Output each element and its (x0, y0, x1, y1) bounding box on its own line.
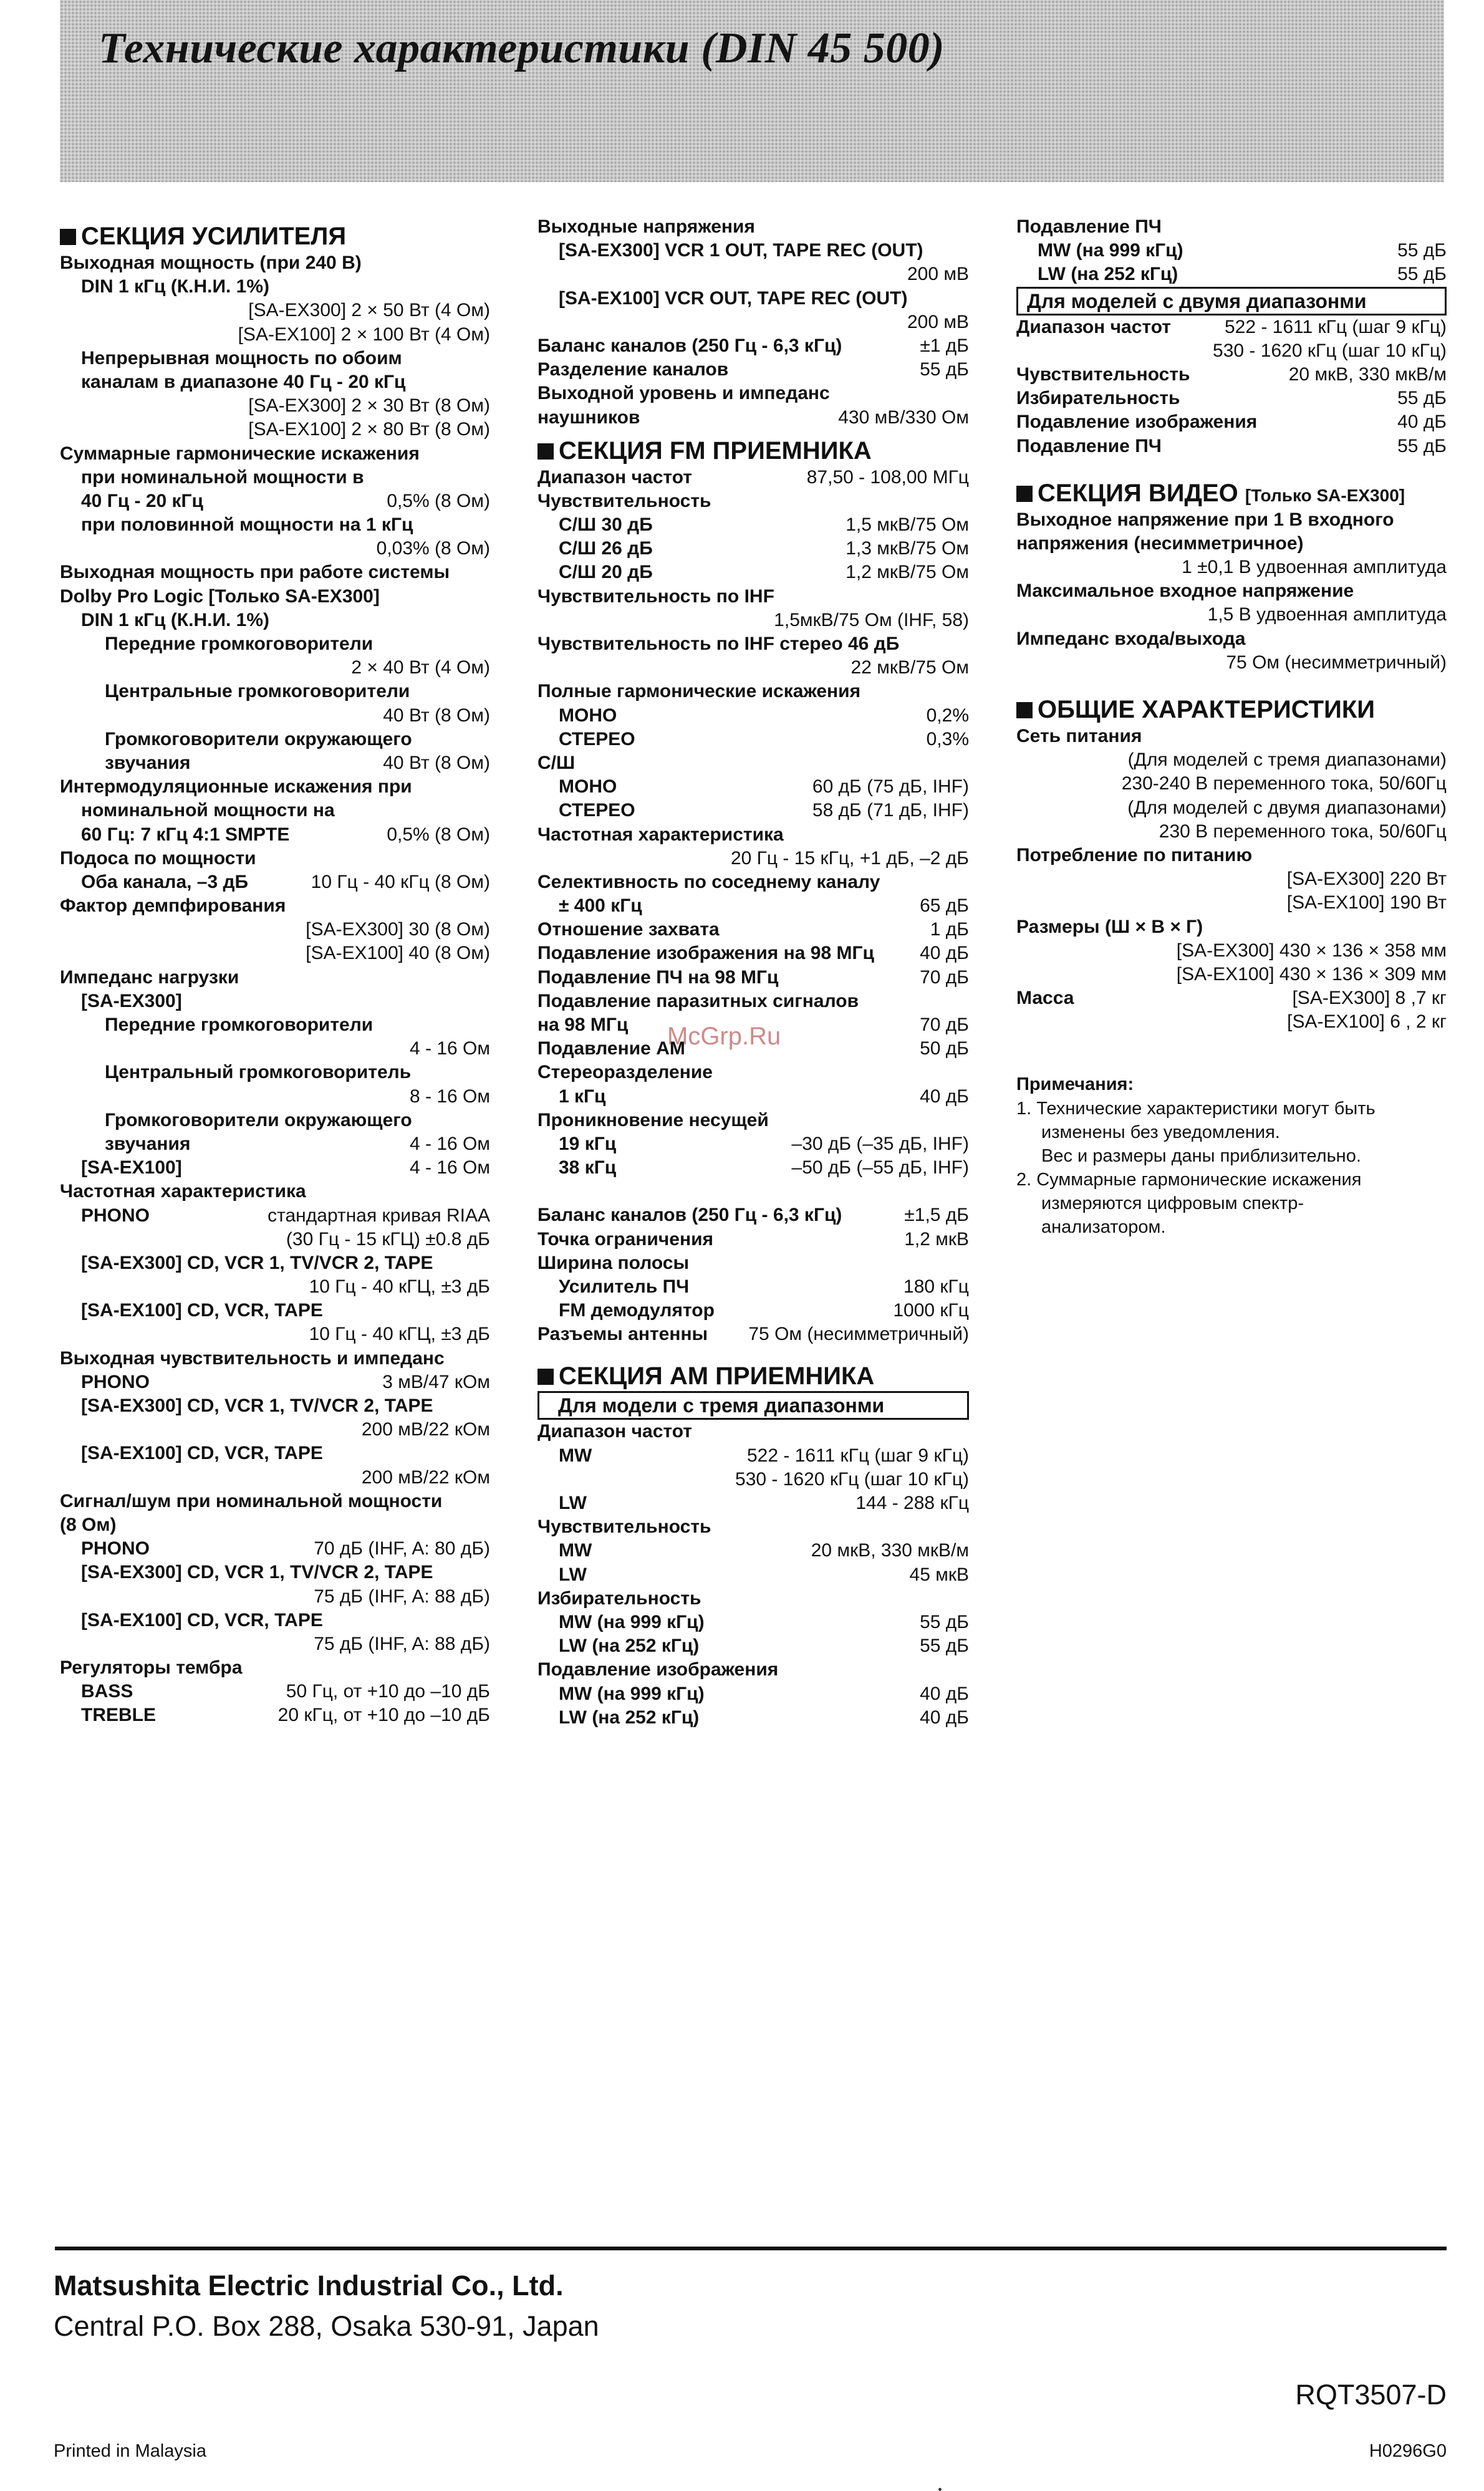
spec-value: 0,5% (8 Ом) (387, 490, 490, 511)
spec-label: на 98 МГц (537, 1014, 629, 1035)
watermark: McGrp.Ru (667, 1023, 781, 1050)
spec-label: Чувствительность по IHF (537, 585, 774, 607)
spec-label: Импеданс входа/выхода (1016, 628, 1246, 649)
spec-row (1016, 263, 1447, 286)
section-heading-fm (537, 436, 969, 466)
spec-label: LW (на 252 кГц) (1038, 264, 1178, 285)
spec-label: PHONO (81, 1371, 150, 1392)
spec-label: Подавление AM (537, 1038, 685, 1059)
spec-value: 75 дБ (IHF, A: 88 дБ) (314, 1633, 490, 1654)
spec-value: 55 дБ (1397, 240, 1447, 261)
spec-row (537, 799, 969, 822)
spec-label: Диапазон частот (537, 1421, 692, 1442)
section-tag: [Только SA-EX300] (1245, 485, 1405, 505)
spec-label: ± 400 кГц (559, 895, 642, 917)
spec-label: Выходные напряжения (537, 216, 755, 237)
spec-label: MW (559, 1540, 592, 1561)
spec-value: –50 дБ (–55 дБ, IHF) (791, 1157, 969, 1178)
note-line: Вес и размеры даны приблизительно. (1041, 1145, 1361, 1166)
spec-row (537, 1299, 969, 1323)
spec-label: Выходная чувствительность и импеданс (60, 1347, 445, 1369)
spec-value: 8 - 16 Ом (409, 1086, 490, 1107)
spec-label: [SA-EX100] (81, 1157, 182, 1178)
section-heading-am (537, 1361, 969, 1391)
spec-label: Передние громкоговорители (105, 1014, 373, 1035)
spec-value: [SA-EX100] 430 × 136 × 309 мм (1176, 963, 1447, 985)
spec-value: 40 дБ (920, 1683, 969, 1704)
spec-row (537, 1563, 969, 1587)
spec-value: (Для моделей с тремя диапазонами) (1127, 749, 1447, 771)
spec-value: стандартная кривая RIAA (267, 1205, 490, 1226)
spec-label: Частотная характеристика (537, 824, 784, 845)
spec-label: Регуляторы тембра (60, 1657, 243, 1679)
spec-value: 55 дБ (920, 1611, 969, 1632)
company-name: Matsushita Electric Industrial Co., Ltd. (54, 2270, 564, 2301)
spec-label: Подавление ПЧ (1016, 435, 1162, 456)
spec-label: Селективность по соседнему каналу (537, 871, 880, 892)
spec-value: [SA-EX300] 30 (8 Ом) (306, 919, 490, 940)
spec-value: 87,50 - 108,00 МГц (806, 466, 969, 488)
spec-row (1016, 239, 1447, 263)
page-title: Технические характеристики (DIN 45 500) (99, 24, 945, 72)
speck (938, 2488, 942, 2491)
spec-value: [SA-EX300] 2 × 30 Вт (8 Ом) (248, 395, 490, 417)
spec-label: [SA-EX300] VCR 1 OUT, TAPE REC (OUT) (559, 240, 923, 261)
spec-label: Оба канала, –3 дБ (81, 871, 249, 892)
spec-label: LW (559, 1564, 587, 1585)
spec-value: 522 - 1611 кГц (шаг 9 кГц) (746, 1445, 969, 1466)
spec-label: Выходной уровень и импеданс (537, 383, 830, 404)
spec-value: [SA-EX100] 2 × 100 Вт (4 Ом) (238, 324, 490, 345)
spec-value: 4 - 16 Ом (409, 1133, 490, 1154)
spacer (537, 1180, 969, 1203)
bullet-square-icon (537, 443, 554, 460)
spec-row (537, 1682, 969, 1706)
spec-label: DIN 1 кГц (К.Н.И. 1%) (81, 609, 270, 630)
spec-value: 200 мВ/22 кОм (361, 1419, 490, 1440)
spec-label: Подоса по мощности (60, 847, 256, 869)
spec-label: Баланс каналов (250 Гц - 6,3 кГц) (537, 1205, 842, 1226)
spec-label: С/Ш 26 дБ (559, 538, 653, 559)
spec-label: Чувствительность (537, 1516, 711, 1538)
spec-label: Интермодуляционные искажения при (60, 776, 412, 797)
spec-label: Громкоговорители окружающего (105, 1109, 412, 1130)
spec-label: Размеры (Ш × В × Г) (1016, 916, 1203, 937)
spec-row (1016, 410, 1447, 434)
spec-label: Выходная мощность (при 240 В) (60, 253, 362, 273)
spec-label: Проникновение несущей (537, 1109, 769, 1130)
spec-label: Подавление изображения на 98 МГц (537, 943, 874, 964)
printed-in: Printed in Malaysia (54, 2441, 206, 2461)
spec-label: Подавление ПЧ (1016, 216, 1162, 237)
spec-row (60, 1703, 490, 1727)
spec-value: (30 Гц - 15 кГЦ) ±0.8 дБ (286, 1228, 490, 1250)
spec-label: МОНО (559, 705, 617, 726)
spec-label: Избирательность (1016, 388, 1180, 409)
spec-label: Выходное напряжение при 1 В входного (1016, 509, 1394, 530)
spec-value: 0,03% (8 Ом) (376, 538, 490, 559)
spacer (1016, 1058, 1447, 1072)
spec-value: 200 мВ/22 кОм (361, 1467, 490, 1488)
spec-value: 40 Вт (8 Ом) (383, 705, 490, 726)
spec-value: 1000 кГц (893, 1300, 969, 1321)
spec-label: Передние громкоговорители (105, 634, 373, 654)
spec-value: –30 дБ (–35 дБ, IHF) (791, 1133, 969, 1154)
spec-label: С/Ш 20 дБ (559, 562, 653, 583)
spec-label: LW (559, 1493, 587, 1513)
spec-row (537, 1275, 969, 1299)
spec-value: 2 × 40 Вт (4 Ом) (351, 657, 490, 678)
spec-label: Чувствительность (1016, 364, 1190, 385)
spec-label: Полные гармонические искажения (537, 681, 861, 702)
spec-label: LW (на 252 кГц) (559, 1707, 700, 1728)
spec-label: [SA-EX100] CD, VCR, TAPE (81, 1443, 323, 1464)
spec-row (537, 1132, 969, 1156)
spec-label: Масса (1016, 988, 1074, 1009)
spec-label: Импеданс нагрузки (60, 966, 239, 988)
spec-value: 40 дБ (920, 1707, 969, 1728)
spec-value: [SA-EX300] 220 Вт (1286, 869, 1447, 890)
spec-label: СТЕРЕО (559, 728, 635, 749)
spec-value: 20 мкВ, 330 мкВ/м (1288, 364, 1447, 385)
spec-row (60, 1132, 490, 1156)
spec-value: (Для моделей с двумя диапазонами) (1127, 797, 1447, 818)
note-line: анализатором. (1041, 1217, 1166, 1237)
spec-value: 1,5 мкВ/75 Ом (846, 514, 969, 536)
spec-row (537, 918, 969, 942)
section-heading-amplifier (60, 221, 490, 251)
spec-label: Точка ограничения (537, 1228, 714, 1250)
spec-label: при половинной мощности на 1 кГц (81, 514, 413, 536)
spec-label: Потребление по питанию (1016, 844, 1253, 865)
spec-label: LW (на 252 кГц) (559, 1636, 700, 1657)
spec-value: [SA-EX300] 2 × 50 Вт (4 Ом) (248, 300, 490, 321)
spec-label: номинальной мощности на (81, 800, 335, 821)
spec-label: Центральный громкоговоритель (105, 1062, 412, 1083)
spec-label: DIN 1 кГц (К.Н.И. 1%) (81, 276, 270, 297)
spec-value: 200 мВ (907, 264, 969, 285)
column-general (1016, 215, 1447, 1239)
spec-value: 1,2 мкВ/75 Ом (846, 562, 969, 583)
spec-label: МОНО (559, 776, 617, 797)
spec-row (1016, 363, 1447, 387)
spec-label: Подавление ПЧ на 98 МГц (537, 966, 779, 988)
spec-label: Суммарные гармонические искажения (60, 443, 420, 464)
spec-value: 3 мВ/47 кОм (382, 1371, 490, 1392)
spec-row (60, 751, 490, 775)
spec-row (1016, 435, 1447, 458)
spec-label: Подавление паразитных сигналов (537, 990, 859, 1011)
spec-label: [SA-EX100] VCR OUT, TAPE REC (OUT) (559, 287, 908, 309)
spec-label: звучания (105, 752, 191, 773)
spec-label: Диапазон частот (1016, 316, 1171, 337)
spec-value: 10 Гц - 40 кГц (8 Ом) (311, 871, 490, 892)
spec-row (537, 406, 969, 430)
spec-value: 50 дБ (920, 1038, 969, 1059)
spec-label: MW (на 999 кГц) (559, 1683, 705, 1704)
note-line: 1. Технические характеристики могут быть (1016, 1098, 1376, 1119)
spec-row (60, 870, 490, 894)
spec-label: 60 Гц: 7 кГц 4:1 SMPTE (81, 824, 290, 845)
spec-value: 55 дБ (1397, 388, 1447, 409)
spec-value: 0,5% (8 Ом) (387, 824, 490, 845)
spec-label: (8 Ом) (60, 1514, 117, 1535)
notes-heading: Примечания: (1016, 1074, 1134, 1095)
spec-row (60, 1204, 490, 1228)
document-code: RQT3507-D (1295, 2379, 1447, 2411)
spec-label: PHONO (81, 1538, 150, 1559)
spec-label: 40 Гц - 20 кГц (81, 490, 203, 511)
spec-row (537, 1203, 969, 1227)
spec-label: Усилитель ПЧ (559, 1276, 690, 1297)
spec-row (537, 1539, 969, 1563)
spec-row (60, 823, 490, 847)
notes (1016, 1072, 1447, 1238)
spec-value: 55 дБ (1397, 264, 1447, 285)
section-title: СЕКЦИЯ AM ПРИЕМНИКА (559, 1362, 875, 1390)
spec-label: Стереоразделение (537, 1062, 713, 1083)
spec-row (60, 1156, 490, 1180)
title-banner (60, 0, 1444, 182)
spec-label: Диапазон частот (537, 466, 692, 488)
spec-value: 40 дБ (1397, 412, 1447, 433)
bullet-square-icon (537, 1369, 554, 1385)
bullet-square-icon (1016, 702, 1033, 718)
spec-row (537, 513, 969, 537)
spec-value: 65 дБ (920, 895, 969, 917)
spec-value: 180 кГц (903, 1276, 969, 1297)
spec-value: 530 - 1620 кГц (шаг 10 кГц) (735, 1468, 969, 1490)
spec-label: Избирательность (537, 1588, 701, 1609)
spec-label: Громкоговорители окружающего (105, 728, 412, 749)
spec-value: 4 - 16 Ом (409, 1038, 490, 1059)
spec-value: [SA-EX300] 8 ,7 кг (1292, 988, 1447, 1009)
spec-value: 430 мВ/330 Ом (838, 407, 969, 428)
spec-label: Чувствительность (537, 490, 711, 511)
spec-value: 22 мкВ/75 Ом (850, 657, 969, 678)
spec-row (60, 1537, 490, 1561)
spec-label: Подавление изображения (537, 1659, 779, 1680)
spec-label: FM демодулятор (559, 1300, 715, 1321)
spec-value: [SA-EX100] 6 , 2 кг (1287, 1011, 1447, 1033)
spec-label: Фактор демпфирования (60, 895, 286, 917)
spec-label: Центральные громкоговорители (105, 681, 410, 702)
section-title: ОБЩИЕ ХАРАКТЕРИСТИКИ (1038, 696, 1375, 723)
spec-row (537, 1491, 969, 1515)
spec-label: [SA-EX300] CD, VCR 1, TV/VCR 2, TAPE (81, 1252, 433, 1273)
spec-row (537, 1323, 969, 1346)
section-heading-general (1016, 695, 1447, 725)
spec-value: 530 - 1620 кГц (шаг 10 кГц) (1213, 340, 1447, 361)
spec-row (537, 358, 969, 382)
section-title: СЕКЦИЯ FM ПРИЕМНИКА (559, 436, 872, 465)
spec-label: PHONO (81, 1205, 150, 1226)
spec-label: Сеть питания (1016, 726, 1142, 746)
spec-label: Частотная характеристика (60, 1181, 306, 1202)
spec-label: напряжения (несимметричное) (1016, 532, 1304, 554)
spec-value: 230-240 В переменного тока, 50/60Гц (1121, 773, 1447, 794)
spec-value: 75 Ом (несимметричный) (1226, 652, 1447, 673)
column-tuner (537, 215, 969, 1730)
spec-value: 75 Ом (несимметричный) (748, 1324, 969, 1345)
spec-label: [SA-EX300] CD, VCR 1, TV/VCR 2, TAPE (81, 1562, 433, 1583)
spec-value: 144 - 288 кГц (855, 1493, 969, 1513)
spec-row (537, 1706, 969, 1730)
spec-value: [SA-EX300] 430 × 136 × 358 мм (1176, 940, 1447, 961)
spec-label: [SA-EX100] CD, VCR, TAPE (81, 1609, 323, 1631)
spec-value: 522 - 1611 кГц (шаг 9 кГц) (1224, 316, 1447, 337)
spec-label: Максимальное входное напряжение (1016, 581, 1354, 602)
spec-label: MW (559, 1445, 592, 1466)
spec-label: Отношение захвата (537, 919, 720, 940)
bullet-square-icon (1016, 486, 1033, 502)
spec-label: [SA-EX300] CD, VCR 1, TV/VCR 2, TAPE (81, 1395, 433, 1416)
spec-label: MW (на 999 кГц) (559, 1611, 705, 1632)
spec-row (537, 1085, 969, 1109)
spec-label: Сигнал/шум при номинальной мощности (60, 1490, 443, 1511)
spec-row (537, 537, 969, 561)
footer-rule (55, 2247, 1447, 2250)
spec-value: 60 дБ (75 дБ, IHF) (812, 776, 969, 797)
spec-label: Подавление изображения (1016, 412, 1258, 433)
spec-value: 55 дБ (920, 359, 969, 380)
spec-label: СТЕРЕО (559, 800, 635, 821)
section-title: СЕКЦИЯ УСИЛИТЕЛЯ (81, 223, 347, 250)
spec-row (1016, 986, 1447, 1010)
spec-row (537, 334, 969, 358)
spec-value: [SA-EX100] 40 (8 Ом) (306, 943, 490, 964)
spec-value: 0,3% (926, 728, 969, 749)
spec-row (537, 1611, 969, 1634)
spec-row (537, 942, 969, 965)
spec-label: BASS (81, 1681, 133, 1702)
spec-value: 230 В переменного тока, 50/60Гц (1159, 821, 1447, 842)
spec-label: 19 кГц (559, 1133, 617, 1154)
spec-row (537, 1228, 969, 1251)
spec-label: Разделение каналов (537, 359, 729, 380)
spec-row (537, 1634, 969, 1658)
spec-label: Ширина полосы (537, 1252, 690, 1273)
spec-value: 20 кГц, от +10 до –10 дБ (277, 1705, 490, 1726)
spec-value: 10 Гц - 40 кГЦ, ±3 дБ (309, 1276, 490, 1298)
spec-value: 1,5мкВ/75 Ом (IHF, 58) (774, 609, 969, 630)
section-heading-video (1016, 478, 1447, 508)
spec-label: Чувствительность по IHF стерео 46 дБ (537, 634, 900, 654)
spec-label: [SA-EX100] CD, VCR, TAPE (81, 1300, 323, 1321)
spec-label: TREBLE (81, 1705, 156, 1726)
note-line: измеряются цифровым спектр- (1041, 1193, 1304, 1213)
spec-value: 70 дБ (IHF, A: 80 дБ) (314, 1538, 490, 1559)
band-model-box: Для моделей с двумя диапазонми (1016, 287, 1447, 316)
spec-value: ±1,5 дБ (904, 1205, 969, 1226)
spec-label: Баланс каналов (250 Гц - 6,3 кГц) (537, 335, 842, 356)
section-title: СЕКЦИЯ ВИДЕО (1038, 479, 1238, 507)
spec-value: 4 - 16 Ом (409, 1157, 490, 1178)
spec-label: Разъемы антенны (537, 1324, 708, 1345)
spec-label: 1 кГц (559, 1086, 606, 1107)
spec-label: Dolby Pro Logic [Только SA-EX300] (60, 585, 380, 607)
spec-value: 1,5 В удвоенная амплитуда (1207, 604, 1447, 625)
spec-value: 55 дБ (920, 1636, 969, 1657)
spec-value: 75 дБ (IHF, A: 88 дБ) (314, 1586, 490, 1607)
spec-label: каналам в диапазоне 40 Гц - 20 кГц (81, 371, 406, 392)
spec-value: 1 дБ (930, 919, 969, 940)
spec-value: 10 Гц - 40 кГЦ, ±3 дБ (309, 1324, 490, 1345)
spec-row (537, 561, 969, 584)
spec-row (537, 704, 969, 728)
spec-label: [SA-EX300] (81, 990, 182, 1011)
spec-row (60, 1371, 490, 1394)
spec-row (537, 966, 969, 990)
note-line: изменены без уведомления. (1041, 1122, 1280, 1142)
spec-value: [SA-EX100] 2 × 80 Вт (8 Ом) (248, 419, 490, 440)
spec-value: 1,2 мкВ (904, 1228, 969, 1250)
spec-value: 45 мкВ (909, 1564, 969, 1585)
spec-row (537, 1444, 969, 1468)
bullet-square-icon (60, 229, 76, 245)
spacer (1016, 1034, 1447, 1058)
spec-value: 20 мкВ, 330 мкВ/м (811, 1540, 969, 1561)
column-amplifier (60, 215, 490, 1728)
batch-code: H0296G0 (1369, 2441, 1447, 2461)
spec-value: 40 дБ (920, 1086, 969, 1107)
spec-label: Выходная мощность при работе системы (60, 562, 450, 583)
spec-value: 55 дБ (1397, 435, 1447, 456)
note-line: 2. Суммарные гармонические искажения (1016, 1169, 1362, 1190)
spec-row (537, 775, 969, 799)
spec-value: 1,3 мкВ/75 Ом (846, 538, 969, 559)
spec-label: MW (на 999 кГц) (1038, 240, 1183, 261)
spec-row (1016, 387, 1447, 410)
spec-row (60, 1680, 490, 1703)
spec-row (537, 466, 969, 489)
spec-label: при номинальной мощности в (81, 466, 364, 488)
spec-label: С/Ш (537, 752, 576, 773)
spec-value: 0,2% (926, 705, 969, 726)
spec-value: 40 Вт (8 Ом) (383, 752, 490, 773)
company-address: Central P.O. Box 288, Osaka 530-91, Japan (54, 2310, 599, 2342)
spec-row (537, 1156, 969, 1180)
spec-value: 70 дБ (920, 1014, 969, 1035)
spec-value: 50 Гц, от +10 до –10 дБ (286, 1681, 490, 1702)
spec-value: 20 Гц - 15 кГц, +1 дБ, –2 дБ (730, 847, 969, 869)
spec-row (537, 728, 969, 751)
band-model-box: Для модели с тремя диапазонми (537, 1391, 969, 1420)
spec-value: 1 ±0,1 В удвоенная амплитуда (1182, 557, 1447, 578)
spec-label: Непрерывная мощность по обоим (81, 347, 402, 369)
spec-label: С/Ш 30 дБ (559, 514, 653, 536)
spec-value: 200 мВ (907, 311, 969, 332)
spec-value: 40 дБ (920, 943, 969, 964)
spec-value: ±1 дБ (920, 335, 969, 356)
spec-label: наушников (537, 407, 640, 428)
spec-row (537, 894, 969, 918)
spec-value: 70 дБ (920, 966, 969, 988)
spec-value: [SA-EX100] 190 Вт (1286, 892, 1447, 913)
spec-value: 58 дБ (71 дБ, IHF) (812, 800, 969, 821)
spec-label: звучания (105, 1133, 191, 1154)
spec-label: 38 кГц (559, 1157, 617, 1178)
spec-row (60, 489, 490, 513)
spec-row (1016, 316, 1447, 339)
